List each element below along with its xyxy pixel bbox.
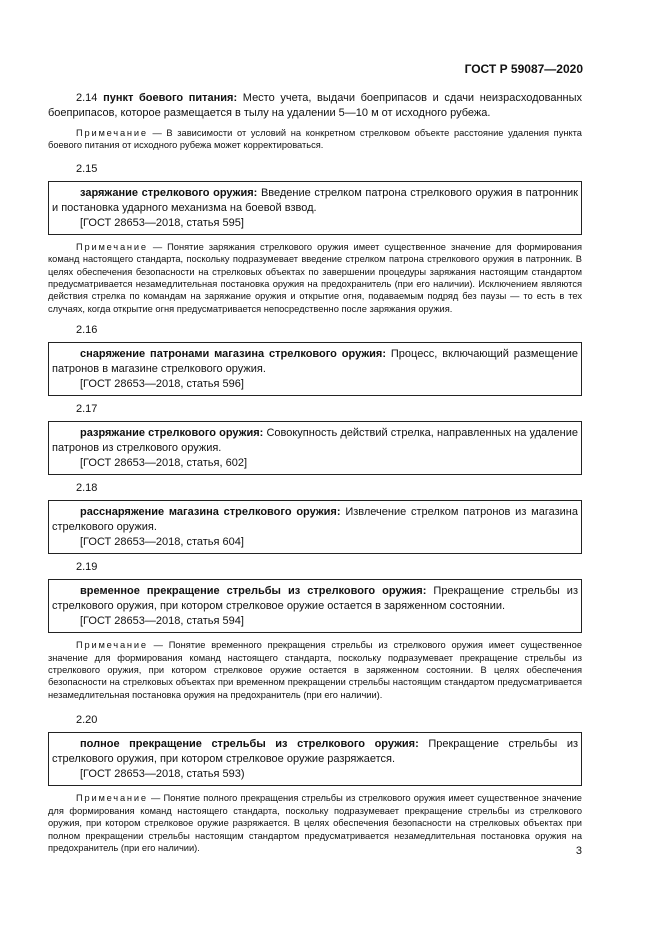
definition-box-2-17 — [48, 421, 582, 475]
definition-box-2-18 — [48, 500, 582, 554]
source-reference: [ГОСТ 28653—2018, статья 594] — [80, 615, 244, 628]
note-2-15 — [48, 241, 582, 315]
source-reference: [ГОСТ 28653—2018, статья 595] — [80, 216, 244, 229]
definition-paragraph — [52, 347, 578, 377]
term: временное прекращение стрельбы из стрелкового оружия: — [80, 585, 427, 598]
note-label: Примечание — [76, 241, 148, 252]
definition-paragraph — [52, 737, 578, 767]
note-label: Примечание — [76, 793, 148, 804]
note-text: — Понятие полного прекращения стрельбы из стрелкового оружия имеет существенное значение для формирования команд настоящего стандарта, поскольку подразумевает прекращение стрельбы из стрелкового оружия, при котором стрелковое оружие разряжается. В целях обеспечения безопасности на стрелковых объектах при полном прекращении стрельбы настоящим стандартом предусматривается незамедлительная постановка оружия на предохранитель (при его наличии). — [48, 793, 582, 853]
section-number: 2.20 — [76, 714, 98, 727]
definition: Процесс, включающий размещение патронов в магазине стрелкового оружия. — [52, 348, 578, 376]
term: заряжание стрелкового оружия: — [80, 186, 258, 199]
term: снаряжение патронами магазина стрелкового оружия: — [80, 348, 386, 361]
definition: Введение стрелком патрона стрелкового оружия в патронник и постановка ударного механизма на боевой взвод. — [52, 186, 578, 214]
definition-box-2-19 — [48, 579, 582, 633]
note-text: — В зависимости от условий на конкретном стрелковом объекте расстояние удаления пункта боевого питания от исходного рубежа может корректироваться. — [48, 128, 582, 151]
source-reference: [ГОСТ 28653—2018, статья, 602] — [80, 457, 248, 470]
definition-paragraph — [52, 505, 578, 535]
definition-box-2-20 — [48, 732, 582, 786]
note-text: — Понятие заряжания стрелкового оружия имеет существенное значение для формирования команд настоящего стандарта, поскольку подразумевает введение стрелком патрона стрелкового оружия в патронник. В целях обеспечения безопасности на стрелковых объектах по завершении процедуры заряжания настоящим стандартом предусматривается незамедлительная постановка оружия на предохранитель (при его наличии). Исключением являются действия стрелка по командам на заряжание оружия и открытие огня, подаваемым подряд без паузы — то есть в тех случаях, когда открытие огня предусматривается непосредственно после заряжания оружия. — [48, 241, 582, 314]
definition-paragraph — [52, 186, 578, 216]
note-label: Примечание — [76, 640, 148, 651]
source-reference: [ГОСТ 28653—2018, статья 596] — [80, 378, 244, 391]
section-number: 2.18 — [76, 482, 98, 495]
section-number: 2.19 — [76, 561, 98, 574]
note-label: Примечание — [76, 128, 148, 138]
definition: Извлечение стрелком патронов из магазина стрелкового оружия. — [52, 506, 578, 534]
section-2-14 — [48, 91, 582, 121]
section-number: 2.17 — [76, 403, 98, 416]
definition-box-2-15 — [48, 181, 582, 235]
note-text: — Понятие временного прекращения стрельбы из стрелкового оружия имеет существенное значение для формирования команд настоящего стандарта, поскольку подразумевает прекращение стрельбы из стрелкового оружия, при котором стрелковое оружие остается в заряженном состоянии. В целях обеспечения безопасности на стрелковых объектах при временном прекращении стрельбы настоящим стандартом предусматривается незамедлительная постановка оружия на предохранитель (при его наличии). — [48, 640, 582, 700]
document-body — [48, 91, 582, 854]
section-number: 2.16 — [76, 324, 98, 337]
definition-box-2-16 — [48, 342, 582, 396]
section-number: 2.14 — [76, 92, 98, 104]
note-2-19 — [48, 639, 582, 701]
term: разряжание стрелкового оружия: — [80, 427, 264, 440]
definition: Прекращение стрельбы из стрелкового оружия, при котором стрелковое оружие остается в заряженном состоянии. — [52, 585, 578, 613]
note-2-20 — [48, 792, 582, 854]
definition: Совокупность действий стрелка, направленных на удаление патронов из стрелкового оружия. — [52, 427, 578, 455]
note-2-14 — [48, 127, 582, 152]
term: пункт боевого питания: — [103, 92, 238, 104]
source-reference: [ГОСТ 28653—2018, статья 593) — [80, 768, 245, 781]
section-number: 2.15 — [76, 162, 98, 175]
definition: Место учета, выдачи боеприпасов и сдачи неизрасходованных боеприпасов, которое размещается в тылу на удалении 5—10 м от исходного рубежа. — [48, 92, 583, 119]
term: расснаряжение магазина стрелкового оружия: — [80, 506, 341, 519]
page-number: 3 — [575, 845, 582, 857]
definition-paragraph — [52, 584, 578, 614]
definition-paragraph — [52, 426, 578, 456]
definition: Прекращение стрельбы из стрелкового оружия, при котором стрелковое оружие разряжается. — [52, 738, 579, 766]
term: полное прекращение стрельбы из стрелкового оружия: — [80, 738, 419, 751]
source-reference: [ГОСТ 28653—2018, статья 604] — [80, 536, 244, 549]
document-header: ГОСТ Р 59087—2020 — [464, 62, 583, 76]
